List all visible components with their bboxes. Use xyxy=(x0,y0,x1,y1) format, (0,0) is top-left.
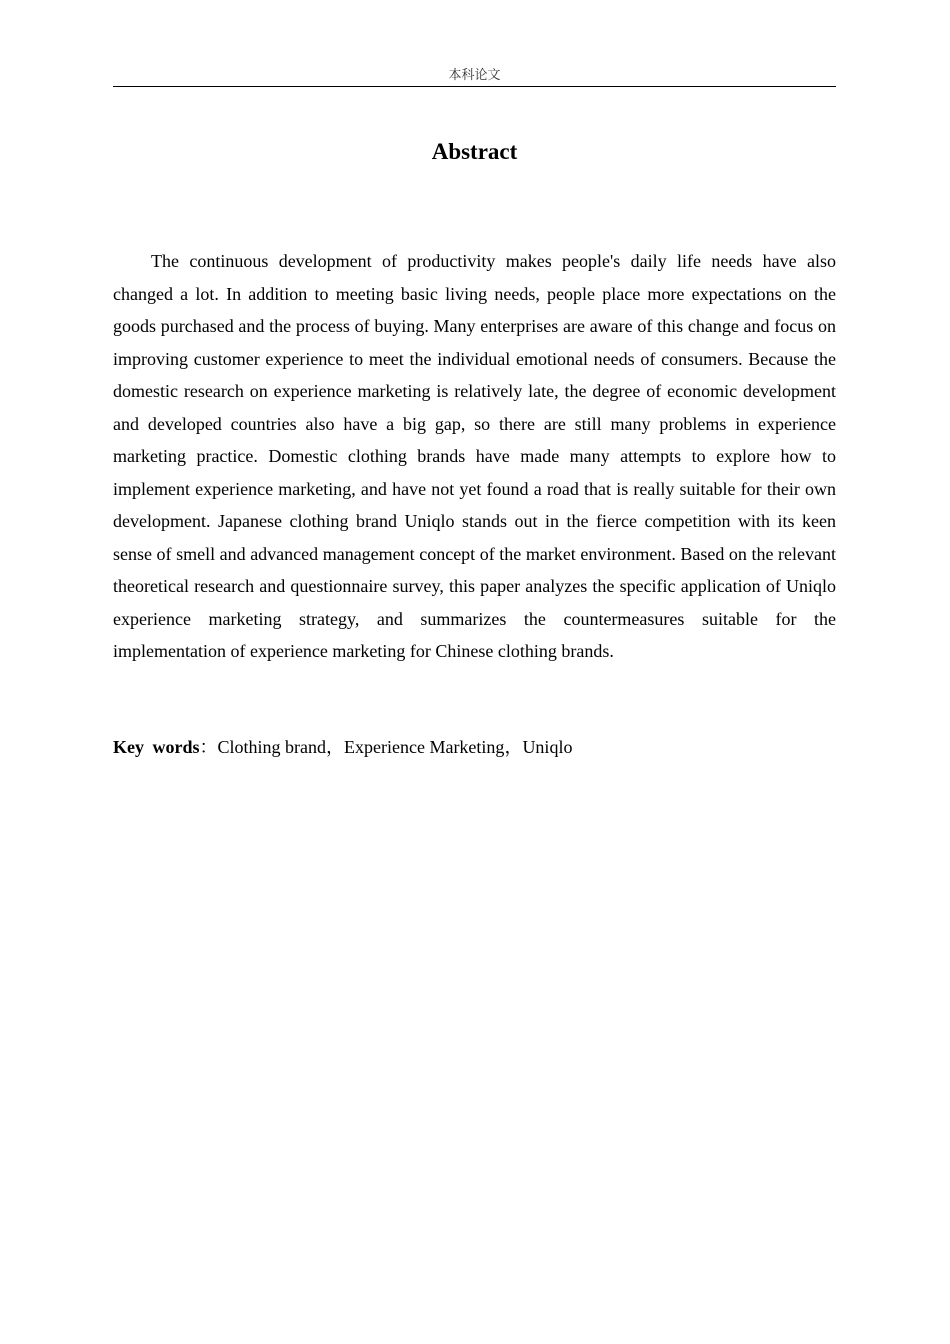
keyword-item: Clothing brand xyxy=(217,737,326,757)
keyword-item: Uniqlo xyxy=(522,737,573,757)
keyword-delimiter: ， xyxy=(326,737,344,757)
keywords-label: Key words xyxy=(113,737,200,757)
keyword-delimiter: ， xyxy=(504,737,523,757)
abstract-body: The continuous development of productivity makes people's daily life needs have also changed a lot. In addition to meeting basic living needs, people place more expectations on the goods purchased and the process of buying. Many enterprises are aware of this change and focus on improving customer experience to meet the individual emotional needs of consumers. Because the domestic research on experience marketing is relatively late, the degree of economic development and developed countries also have a big gap, so there are still many problems in experience marketing practice. Domestic clothing brands have made many attempts to explore how to implement experience marketing, and have not yet found a road that is really suitable for their own development. Japanese clothing brand Uniqlo stands out in the fierce competition with its keen sense of smell and advanced management concept of the market environment. Based on the relevant theoretical research and questionnaire survey, this paper analyzes the specific application of Uniqlo experience marketing strategy, and summarizes the countermeasures suitable for the implementation of experience marketing for Chinese clothing brands. xyxy=(113,251,836,661)
keywords-separator: ： xyxy=(199,737,218,757)
keywords-line xyxy=(113,731,836,763)
abstract-title: Abstract xyxy=(431,139,518,164)
keyword-item: Experience Marketing xyxy=(344,737,505,757)
running-header: 本科论文 xyxy=(113,66,836,87)
